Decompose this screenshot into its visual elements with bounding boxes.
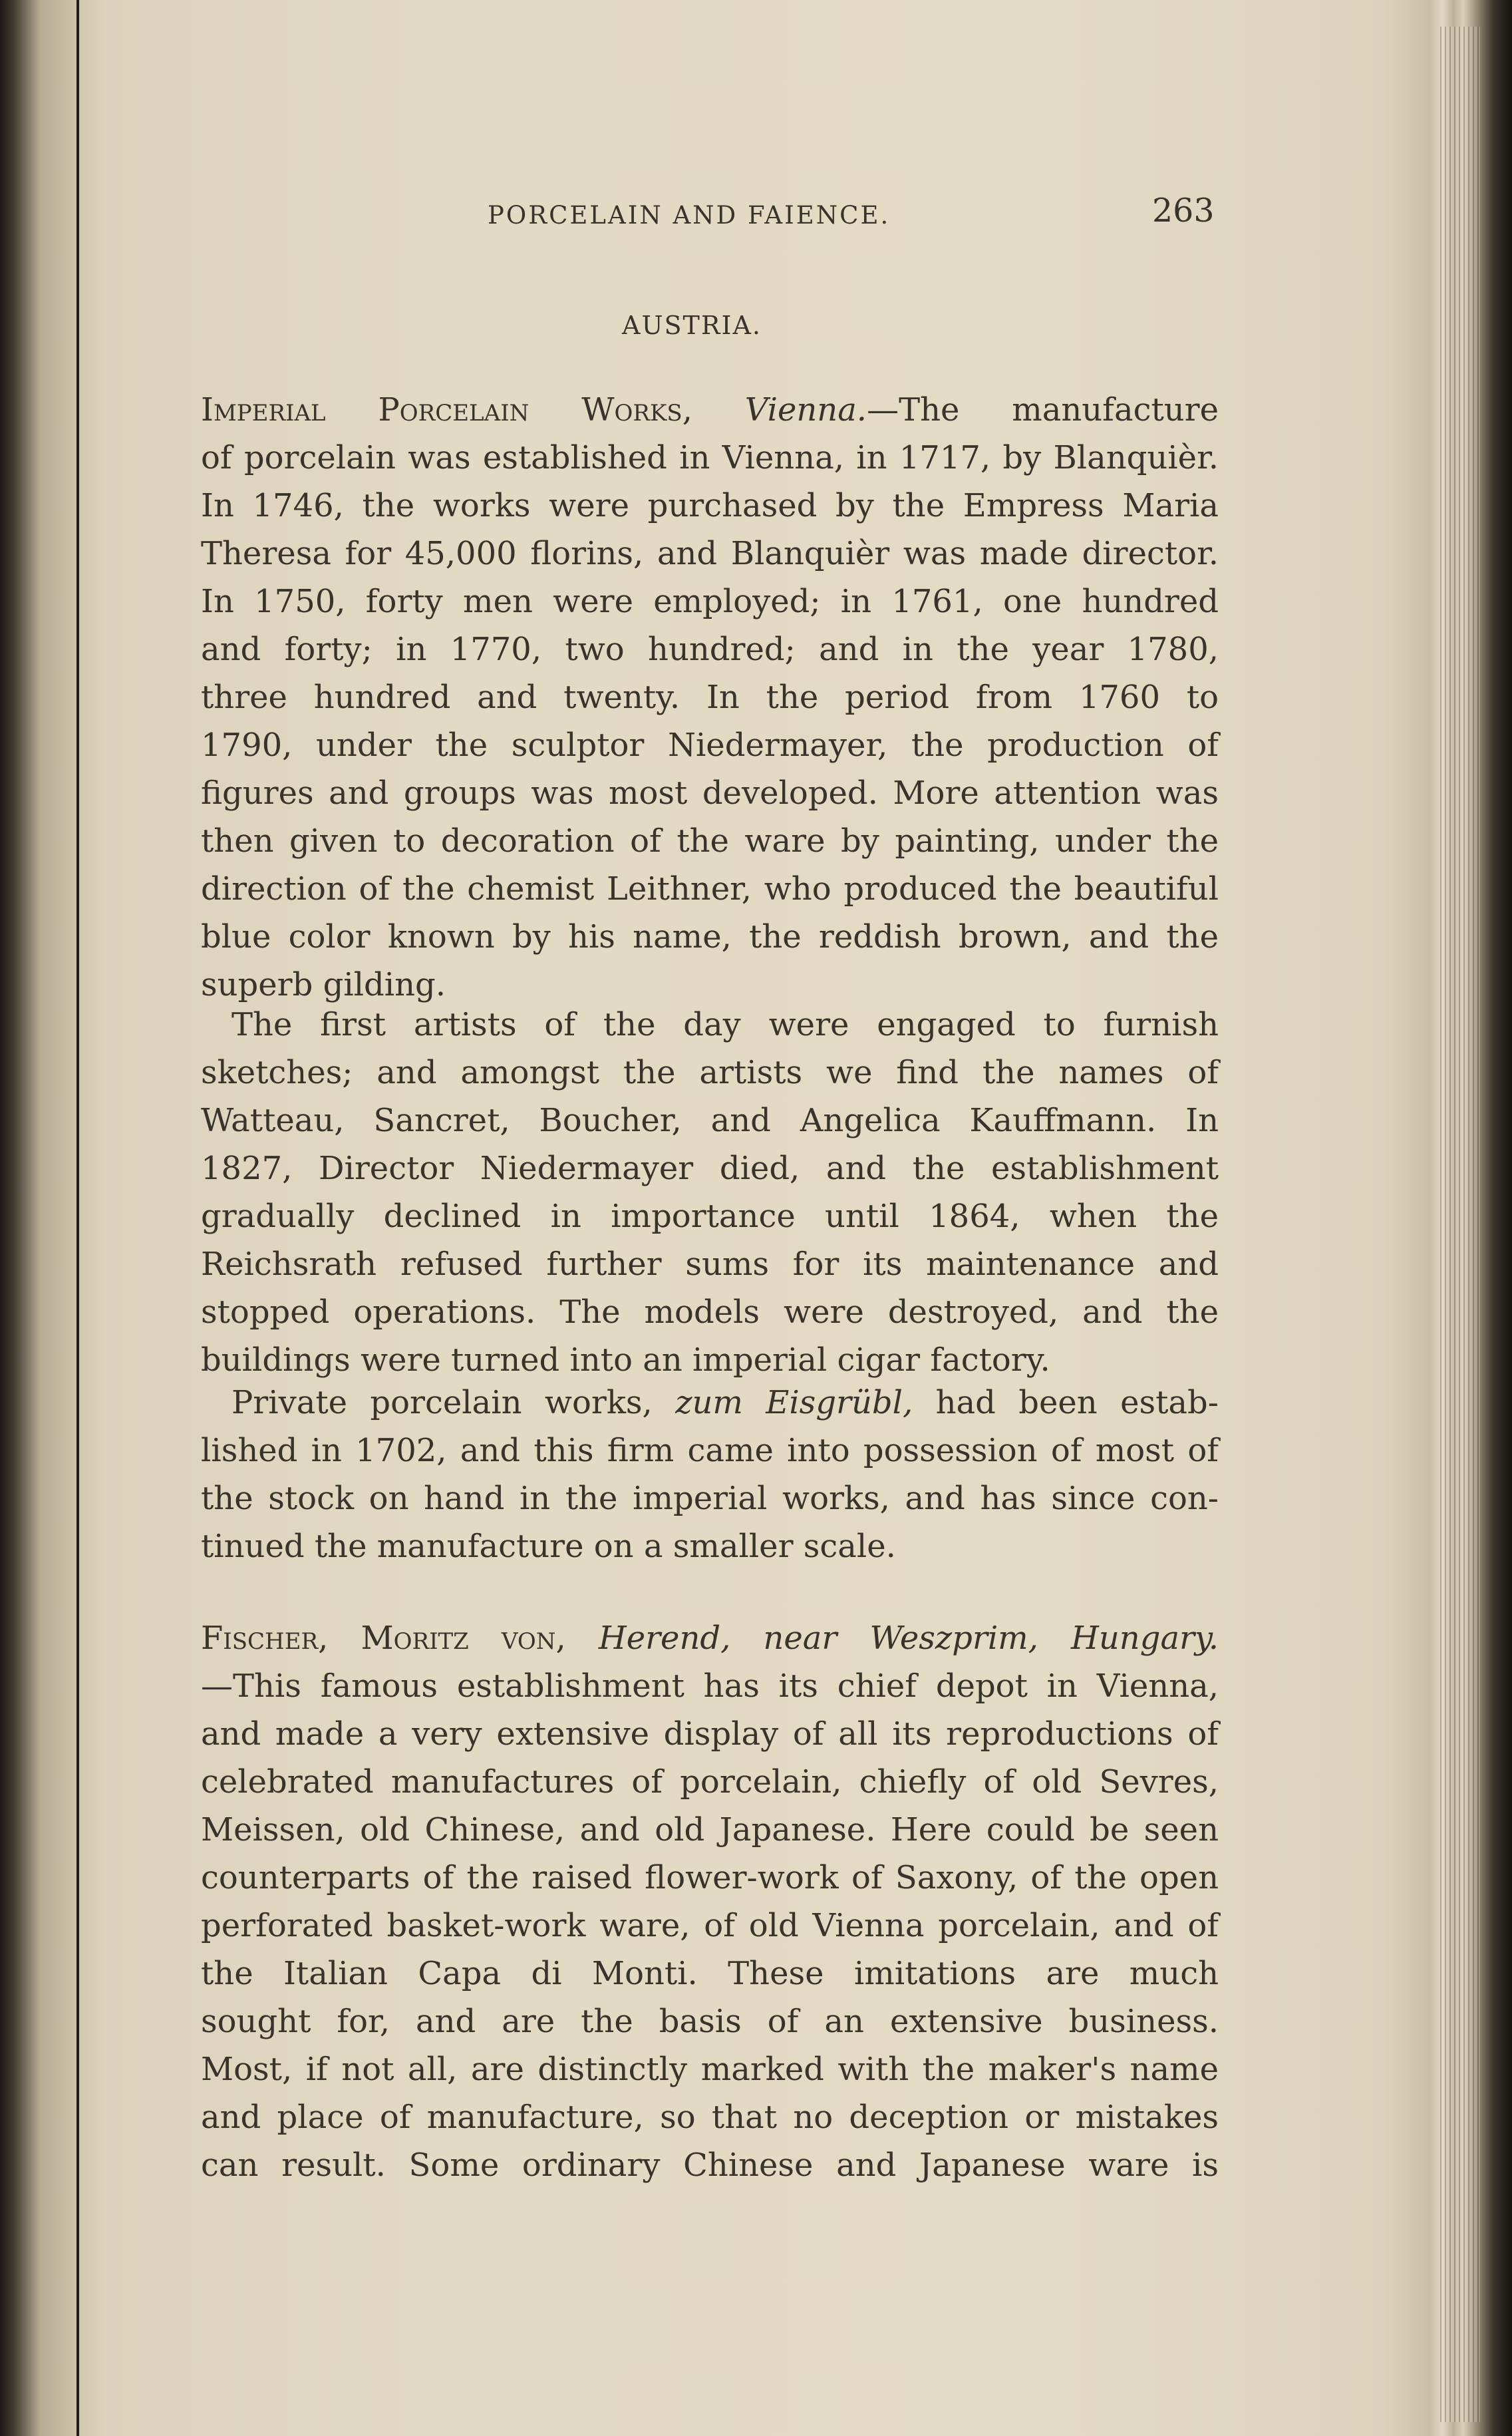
line-text: direction of the chemist Leithner, who produced the beautiful <box>201 870 1219 908</box>
text-line <box>201 1907 1219 1944</box>
line-text: then given to decoration of the ware by painting, under the <box>201 822 1219 860</box>
line-text: can result. Some ordinary Chinese and Japanese ware is <box>201 2147 1219 2184</box>
line-text: Meissen, old Chinese, and old Japanese. Here could be seen <box>201 1811 1219 1848</box>
text-line <box>201 1246 1219 1283</box>
line-text: had been estab- <box>935 1384 1219 1421</box>
text-line <box>201 631 1219 668</box>
page-edges <box>1440 27 1480 2422</box>
text-line <box>201 966 446 1003</box>
text-line <box>201 1667 1219 1705</box>
text-line <box>201 583 1219 620</box>
line-text: the stock on hand in the imperial works, and has since con- <box>201 1480 1219 1517</box>
line-text: Reichsrath refused further sums for its maintenance and <box>201 1246 1219 1283</box>
line-text: —The manufacture <box>867 391 1219 429</box>
text-line <box>201 1811 1219 1848</box>
text-line <box>201 1763 1219 1801</box>
text-line <box>201 439 1219 476</box>
place-name: Herend, near Weszprim, Hungary. <box>598 1620 1219 1657</box>
text-line <box>201 679 1219 716</box>
entry-name: Fischer, Moritz von, <box>201 1620 566 1657</box>
text-line <box>231 1384 1219 1421</box>
text-line <box>201 535 1219 572</box>
line-text: figures and groups was most developed. More attention was <box>201 775 1219 812</box>
line-text: the Italian Capa di Monti. These imitations are much <box>201 1955 1219 1992</box>
text-line <box>201 1620 1219 1657</box>
text-line <box>201 870 1219 908</box>
text-line <box>201 2003 1219 2040</box>
line-text: In 1746, the works were purchased by the Empress Maria <box>201 487 1219 524</box>
line-text: and forty; in 1770, two hundred; and in the year 1780, <box>201 631 1219 668</box>
line-text: lished in 1702, and this firm came into possession of most of <box>201 1432 1219 1469</box>
text-line <box>201 775 1219 812</box>
text-line <box>201 1715 1219 1753</box>
place-name: Vienna. <box>744 391 867 429</box>
running-head: PORCELAIN AND FAIENCE. <box>488 201 891 230</box>
text-line <box>201 1294 1219 1331</box>
line-text: 1827, Director Niedermayer died, and the establishment <box>201 1150 1219 1187</box>
text-line <box>201 1198 1219 1235</box>
text-line <box>201 1054 1219 1091</box>
text-line <box>201 1150 1219 1187</box>
line-text: 1790, under the sculptor Niedermayer, the production of <box>201 727 1219 764</box>
line-text: —This famous establishment has its chief depot in Vienna, <box>201 1667 1219 1705</box>
line-text: Watteau, Sancret, Boucher, and Angelica Kauffmann. In <box>201 1102 1219 1139</box>
text-line <box>201 1955 1219 1992</box>
text-line <box>201 1480 1219 1517</box>
line-text: celebrated manufactures of porcelain, chiefly of old Sevres, <box>201 1763 1219 1801</box>
book-spine-shadow <box>0 0 79 2436</box>
text-line <box>201 918 1219 956</box>
line-text: superb gilding. <box>201 966 446 1003</box>
page-number: 263 <box>1152 192 1215 230</box>
text-line <box>201 822 1219 860</box>
line-text: stopped operations. The models were destroyed, and the <box>201 1294 1219 1331</box>
line-text: The first artists of the day were engaged to furnish <box>231 1006 1219 1043</box>
line-text: gradually declined in importance until 1864, when the <box>201 1198 1219 1235</box>
line-text: of porcelain was established in Vienna, in 1717, by Blanquièr. <box>201 439 1219 476</box>
line-lead: Private porcelain works, <box>231 1384 653 1421</box>
text-line <box>201 487 1219 524</box>
line-text: sought for, and are the basis of an extensive business. <box>201 2003 1219 2040</box>
line-text: three hundred and twenty. In the period from 1760 to <box>201 679 1219 716</box>
line-text: counterparts of the raised flower-work of Saxony, of the open <box>201 1859 1219 1896</box>
line-text: Most, if not all, are distinctly marked with the maker's name <box>201 2051 1219 2088</box>
text-line <box>201 2099 1219 2136</box>
place-name: zum Eisgrübl, <box>675 1384 913 1421</box>
section-heading: AUSTRIA. <box>622 311 762 340</box>
line-text: blue color known by his name, the reddish brown, and the <box>201 918 1219 956</box>
text-line <box>201 1528 896 1565</box>
text-line <box>201 1341 1050 1379</box>
line-text: and made a very extensive display of all its reproductions of <box>201 1715 1219 1753</box>
text-line <box>201 2051 1219 2088</box>
line-text: and place of manufacture, so that no deception or mistakes <box>201 2099 1219 2136</box>
line-text: sketches; and amongst the artists we find the names of <box>201 1054 1219 1091</box>
text-line <box>201 1432 1219 1469</box>
entry-name: Imperial Porcelain Works, <box>201 391 692 429</box>
text-line <box>201 1859 1219 1896</box>
line-text: Theresa for 45,000 florins, and Blanquièr was made director. <box>201 535 1219 572</box>
line-text: buildings were turned into an imperial cigar factory. <box>201 1341 1050 1379</box>
text-line <box>201 1102 1219 1139</box>
line-text: tinued the manufacture on a smaller scale. <box>201 1528 896 1565</box>
line-text: perforated basket-work ware, of old Vienna porcelain, and of <box>201 1907 1219 1944</box>
text-line <box>201 391 1219 429</box>
line-text: In 1750, forty men were employed; in 1761, one hundred <box>201 583 1219 620</box>
text-line <box>231 1006 1219 1043</box>
text-line <box>201 727 1219 764</box>
text-line <box>201 2147 1219 2184</box>
